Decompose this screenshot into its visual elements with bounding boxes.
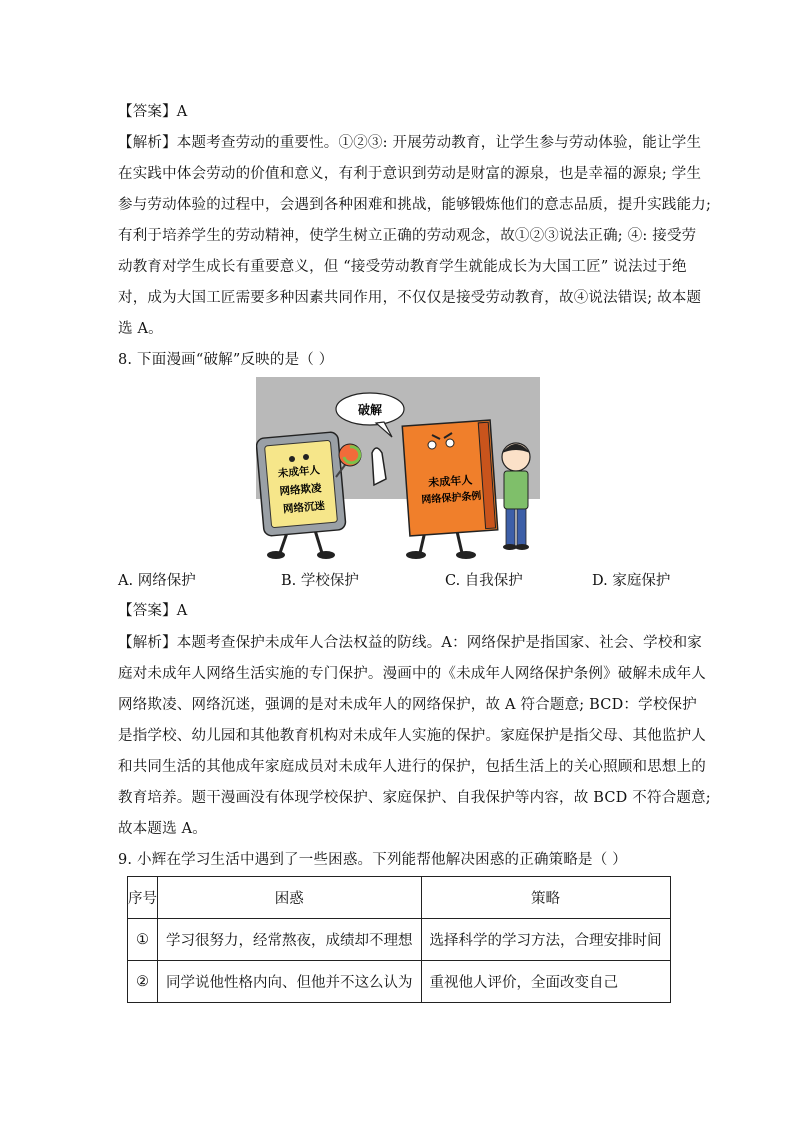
q8-answer: 【答案】A — [118, 603, 188, 619]
table-row — [128, 919, 671, 961]
option-b: B. 学校保护 — [281, 573, 359, 589]
q9-stem: 9. 小辉在学习生活中遇到了一些困惑。下列能帮他解决困惑的正确策略是（ ） — [118, 852, 627, 868]
q7-analysis-line: 在实践中体会劳动的价值和意义，有利于意识到劳动是财富的源泉，也是幸福的源泉; 学生 — [118, 166, 702, 182]
header-cell: 序号 — [128, 877, 158, 919]
q7-analysis-line: 有利于培养学生的劳动精神，使学生树立正确的劳动观念，故①②③说法正确; ④: 接受劳 — [118, 228, 697, 244]
table-cell: ① — [128, 919, 158, 961]
q7-analysis-line: 动教育对学生成长有重要意义，但 “接受劳动教育学生就能成长为大国工匠” 说法过于绝 — [118, 259, 687, 275]
header-cell: 困惑 — [158, 877, 422, 919]
phone-text: 网络欺凌 — [279, 482, 322, 498]
header-cell: 策略 — [421, 877, 670, 919]
q7-analysis-line: 参与劳动体验的过程中，会遇到各种困难和挑战，能够锻炼他们的意志品质，提升实践能力; — [118, 197, 712, 213]
book-text: 未成年人 — [427, 473, 473, 490]
phone-text: 网络沉迷 — [282, 500, 326, 516]
table-header-row — [128, 877, 671, 919]
table-cell: 重视他人评价，全面改变自己 — [421, 961, 670, 1003]
q8-analysis-line: 庭对未成年人网络生活实施的专门保护。漫画中的《未成年人网络保护条例》破解未成年人 — [118, 666, 706, 682]
cartoon-image — [256, 377, 540, 564]
phone-text: 未成年人 — [277, 464, 321, 480]
q8-analysis-line: 是指学校、幼儿园和其他教育机构对未成年人实施的保护。家庭保护是指父母、其他监护人 — [118, 728, 706, 744]
table-cell: 同学说他性格内向、但他并不这么认为 — [158, 961, 422, 1003]
option-c: C. 自我保护 — [445, 573, 523, 589]
q7-analysis-line: 【解析】本题考查劳动的重要性。①②③: 开展劳动教育，让学生参与劳动体验，能让学生 — [118, 135, 702, 151]
q8-analysis-line: 教育培养。题干漫画没有体现学校保护、家庭保护、自我保护等内容，故 BCD 不符合题意; — [118, 790, 711, 806]
option-a: A. 网络保护 — [118, 573, 196, 589]
q7-analysis-line: 对，成为大国工匠需要多种因素共同作用，不仅仅是接受劳动教育，故④说法错误; 故本题 — [118, 290, 702, 306]
bubble-text: 破解 — [357, 403, 383, 417]
book-text: 网络保护条例 — [421, 490, 482, 507]
option-d: D. 家庭保护 — [592, 573, 671, 589]
table-cell: 选择科学的学习方法，合理安排时间 — [421, 919, 670, 961]
q8-analysis-line: 【解析】本题考查保护未成年人合法权益的防线。A：网络保护是指国家、社会、学校和家 — [118, 635, 702, 651]
q8-stem: 8. 下面漫画“破解”反映的是（ ） — [118, 352, 334, 368]
q7-analysis-line: 选 A。 — [118, 321, 163, 337]
q7-answer: 【答案】A — [118, 104, 188, 120]
q8-analysis-line: 和共同生活的其他成年家庭成员对未成年人进行的保护，包括生活上的关心照顾和思想上的 — [118, 759, 706, 775]
table-cell: 学习很努力，经常熬夜，成绩却不理想 — [158, 919, 422, 961]
strategy-table — [127, 876, 671, 1003]
q8-analysis-line: 故本题选 A。 — [118, 821, 207, 837]
table-cell: ② — [128, 961, 158, 1003]
q8-analysis-line: 网络欺凌、网络沉迷，强调的是对未成年人的网络保护，故 A 符合题意; BCD：学校保护 — [118, 697, 697, 713]
table-row — [128, 961, 671, 1003]
